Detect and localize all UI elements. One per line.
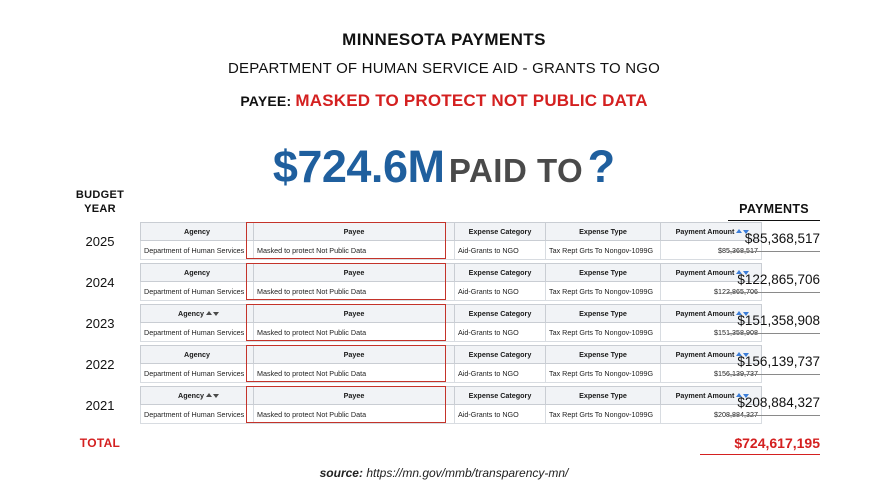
col-header-agency[interactable]: Agency: [141, 346, 254, 364]
mini-table: [140, 386, 762, 424]
mini-table-data-row: [141, 282, 762, 301]
col-header-payment-amount-label: Payment Amount: [675, 309, 735, 318]
col-header-payment-amount-label: Payment Amount: [675, 391, 735, 400]
row-year: 2024: [85, 275, 115, 290]
row-payments-total: $156,139,737: [728, 354, 820, 375]
budget-year-label-line1: BUDGET: [75, 189, 125, 201]
col-header-payee[interactable]: Payee: [254, 264, 455, 282]
mini-table-header-row: [141, 305, 762, 323]
payee-line: [0, 91, 888, 111]
mini-table-header-row: [141, 264, 762, 282]
col-header-expense-category[interactable]: Expense Category: [455, 223, 546, 241]
col-header-expense-type[interactable]: Expense Type: [546, 346, 661, 364]
col-header-agency[interactable]: Agency: [141, 223, 254, 241]
row-payments-total: $151,358,908: [728, 313, 820, 334]
headline-paid-to: PAID TO: [448, 152, 584, 189]
cell-agency: Department of Human Services: [141, 282, 254, 301]
payee-label: PAYEE:: [240, 93, 292, 109]
col-header-payee[interactable]: Payee: [254, 346, 455, 364]
col-header-expense-type[interactable]: Expense Type: [546, 264, 661, 282]
mini-table: [140, 304, 762, 342]
col-header-payee[interactable]: Payee: [254, 305, 455, 323]
row-payments-total: $85,368,517: [728, 231, 820, 252]
cell-payee: Masked to protect Not Public Data: [254, 405, 455, 424]
cell-payment-amount: $156,139,737: [661, 364, 762, 383]
cell-expense-category: Aid-Grants to NGO: [455, 364, 546, 383]
payee-masked-value: MASKED TO PROTECT NOT PUBLIC DATA: [295, 91, 648, 110]
budget-year-label-line2: YEAR: [84, 203, 116, 215]
page-title: MINNESOTA PAYMENTS: [342, 30, 546, 49]
mini-table-data-row: [141, 364, 762, 383]
mini-table-header-row: [141, 346, 762, 364]
page-subtitle: DEPARTMENT OF HUMAN SERVICE AID - GRANTS TO NGO: [228, 60, 660, 77]
mini-table-data-row: [141, 323, 762, 342]
col-header-payment-amount-label: Payment Amount: [675, 350, 735, 359]
mini-table-data-row: [141, 241, 762, 260]
cell-payee: Masked to protect Not Public Data: [254, 282, 455, 301]
cell-agency: Department of Human Services: [141, 364, 254, 383]
cell-expense-type: Tax Rept Grts To Nongov-1099G: [546, 282, 661, 301]
headline: [0, 141, 888, 193]
mini-table: [140, 222, 762, 260]
col-header-agency[interactable]: Agency: [141, 264, 254, 282]
col-header-payment-amount-label: Payment Amount: [675, 268, 735, 277]
source-url: https://mn.gov/mmb/transparency-mn/: [366, 466, 569, 480]
mini-table-header-row: [141, 223, 762, 241]
col-header-payment-amount-label: Payment Amount: [675, 227, 735, 236]
col-header-agency[interactable]: [141, 387, 254, 405]
cell-expense-type: Tax Rept Grts To Nongov-1099G: [546, 364, 661, 383]
row-year: 2023: [85, 316, 115, 331]
total-label: TOTAL: [79, 436, 121, 450]
col-header-expense-type[interactable]: Expense Type: [546, 223, 661, 241]
cell-payment-amount: $85,368,517: [661, 241, 762, 260]
col-header-expense-type[interactable]: Expense Type: [546, 387, 661, 405]
row-payments-total: $208,884,327: [728, 395, 820, 416]
source-label: source:: [319, 466, 363, 480]
cell-agency: Department of Human Services: [141, 241, 254, 260]
sort-arrows-icon[interactable]: [206, 311, 216, 318]
mini-table: [140, 263, 762, 301]
row-year: 2025: [85, 234, 115, 249]
mini-table-data-row: [141, 405, 762, 424]
cell-expense-type: Tax Rept Grts To Nongov-1099G: [546, 241, 661, 260]
cell-payee: Masked to protect Not Public Data: [254, 364, 455, 383]
cell-agency: Department of Human Services: [141, 323, 254, 342]
cell-expense-category: Aid-Grants to NGO: [455, 323, 546, 342]
cell-expense-category: Aid-Grants to NGO: [455, 405, 546, 424]
table-row: [0, 345, 888, 386]
table-row: [0, 304, 888, 345]
col-header-expense-category[interactable]: Expense Category: [455, 305, 546, 323]
header: [0, 0, 888, 111]
total-value: $724,617,195: [700, 435, 820, 455]
col-header-expense-category[interactable]: Expense Category: [455, 387, 546, 405]
col-header-agency-label: Agency: [178, 391, 204, 400]
col-header-agency[interactable]: [141, 305, 254, 323]
payments-column-label: PAYMENTS: [728, 202, 820, 221]
row-year: 2022: [85, 357, 115, 372]
mini-table-header-row: [141, 387, 762, 405]
cell-agency: Department of Human Services: [141, 405, 254, 424]
headline-amount: $724.6M: [272, 141, 445, 192]
cell-payee: Masked to protect Not Public Data: [254, 241, 455, 260]
col-header-agency-label: Agency: [178, 309, 204, 318]
headline-question-mark: ?: [587, 141, 616, 192]
cell-payment-amount: $151,358,908: [661, 323, 762, 342]
cell-payment-amount: $122,865,706: [661, 282, 762, 301]
col-header-expense-type[interactable]: Expense Type: [546, 305, 661, 323]
cell-expense-type: Tax Rept Grts To Nongov-1099G: [546, 405, 661, 424]
table-row: [0, 222, 888, 263]
cell-expense-category: Aid-Grants to NGO: [455, 241, 546, 260]
rows-container: [0, 222, 888, 427]
cell-expense-category: Aid-Grants to NGO: [455, 282, 546, 301]
cell-expense-type: Tax Rept Grts To Nongov-1099G: [546, 323, 661, 342]
budget-year-label: [62, 188, 138, 216]
source-line: [0, 466, 888, 480]
cell-payee: Masked to protect Not Public Data: [254, 323, 455, 342]
sort-arrows-icon[interactable]: [206, 393, 216, 400]
table-row: [0, 263, 888, 304]
col-header-expense-category[interactable]: Expense Category: [455, 264, 546, 282]
row-year: 2021: [85, 398, 115, 413]
col-header-expense-category[interactable]: Expense Category: [455, 346, 546, 364]
table-row: [0, 386, 888, 427]
col-header-payee[interactable]: Payee: [254, 387, 455, 405]
col-header-payee[interactable]: Payee: [254, 223, 455, 241]
cell-payment-amount: $208,884,327: [661, 405, 762, 424]
mini-table: [140, 345, 762, 383]
row-payments-total: $122,865,706: [728, 272, 820, 293]
